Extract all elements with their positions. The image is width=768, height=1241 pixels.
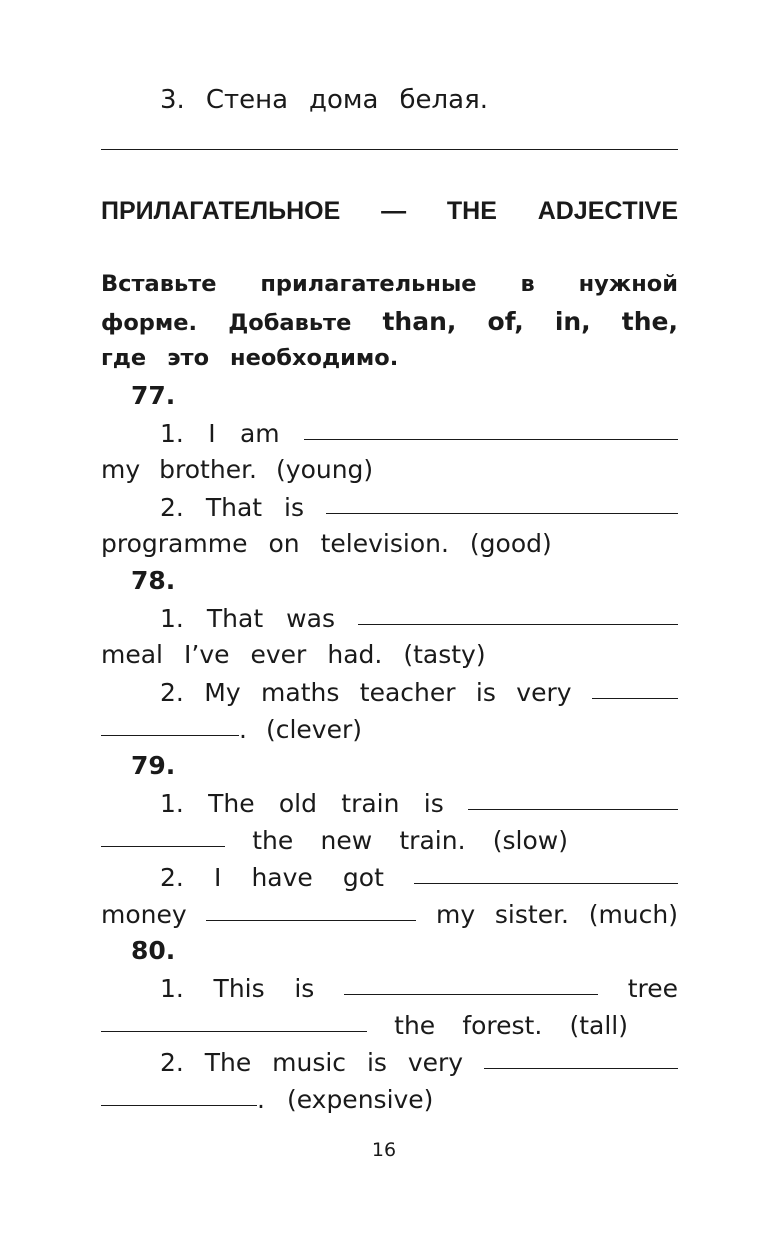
section-heading: ПРИЛАГАТЕЛЬНОЕ — THE ADJECTIVE [101,197,678,225]
exercise-item: 1. I am [160,414,678,451]
exercise-item: 2. That is [160,488,678,525]
exercise-item-continuation: . (clever) [101,710,678,747]
exercise-item: 1. The old train is [160,784,678,821]
answer-blank[interactable] [101,710,239,738]
word: Стена [205,85,289,115]
exercise-item-continuation: programme on television. (good) [101,529,552,558]
answer-blank[interactable] [326,488,678,516]
exercise-item: 1. That was [160,599,678,636]
exercise-item-continuation: money my sister. (much) [101,895,678,932]
exercise-item-continuation: the new train. (slow) [101,821,678,858]
exercise-item: 1. This is tree [160,969,678,1006]
exercise-number: 79. [131,751,176,780]
exercise-item: 2. My maths teacher is very [160,673,678,710]
answer-blank[interactable] [484,1043,678,1071]
answer-blank[interactable] [468,784,678,812]
answer-blank[interactable] [101,1006,367,1034]
exercise-item: 2. The music is very [160,1043,678,1080]
exercise-item: 2. I have got [160,858,678,895]
word: дома [309,85,379,115]
exercise-item-continuation: the forest. (tall) [101,1006,678,1043]
answer-blank[interactable] [101,821,225,849]
answer-blank[interactable] [206,895,416,923]
exercise-item-continuation: . (expensive) [101,1080,678,1117]
answer-blank[interactable] [344,969,598,997]
exercise-item-continuation: meal I’ve ever had. (tasty) [101,640,486,669]
instruction-line-2: форме. Добавьте than, of, in, the, [101,307,678,336]
exercise-item-continuation: my brother. (young) [101,455,374,484]
word: белая. [399,85,488,115]
answer-blank[interactable] [358,599,678,627]
page-number: 16 [371,1139,397,1161]
exercise-number: 77. [131,381,176,410]
instruction-line-1: Вставьте прилагательные в нужной [101,271,678,297]
exercise-number: 78. [131,566,176,595]
answer-blank[interactable] [101,1080,257,1108]
item-number: 3. [160,85,185,115]
sentence-3 [160,82,488,119]
exercise-number: 80. [131,936,176,965]
answer-blank[interactable] [304,414,678,442]
answer-blank[interactable] [414,858,678,886]
section-divider [101,149,678,150]
instruction-line-3: где это необходимо. [101,345,399,371]
answer-blank[interactable] [592,673,678,701]
